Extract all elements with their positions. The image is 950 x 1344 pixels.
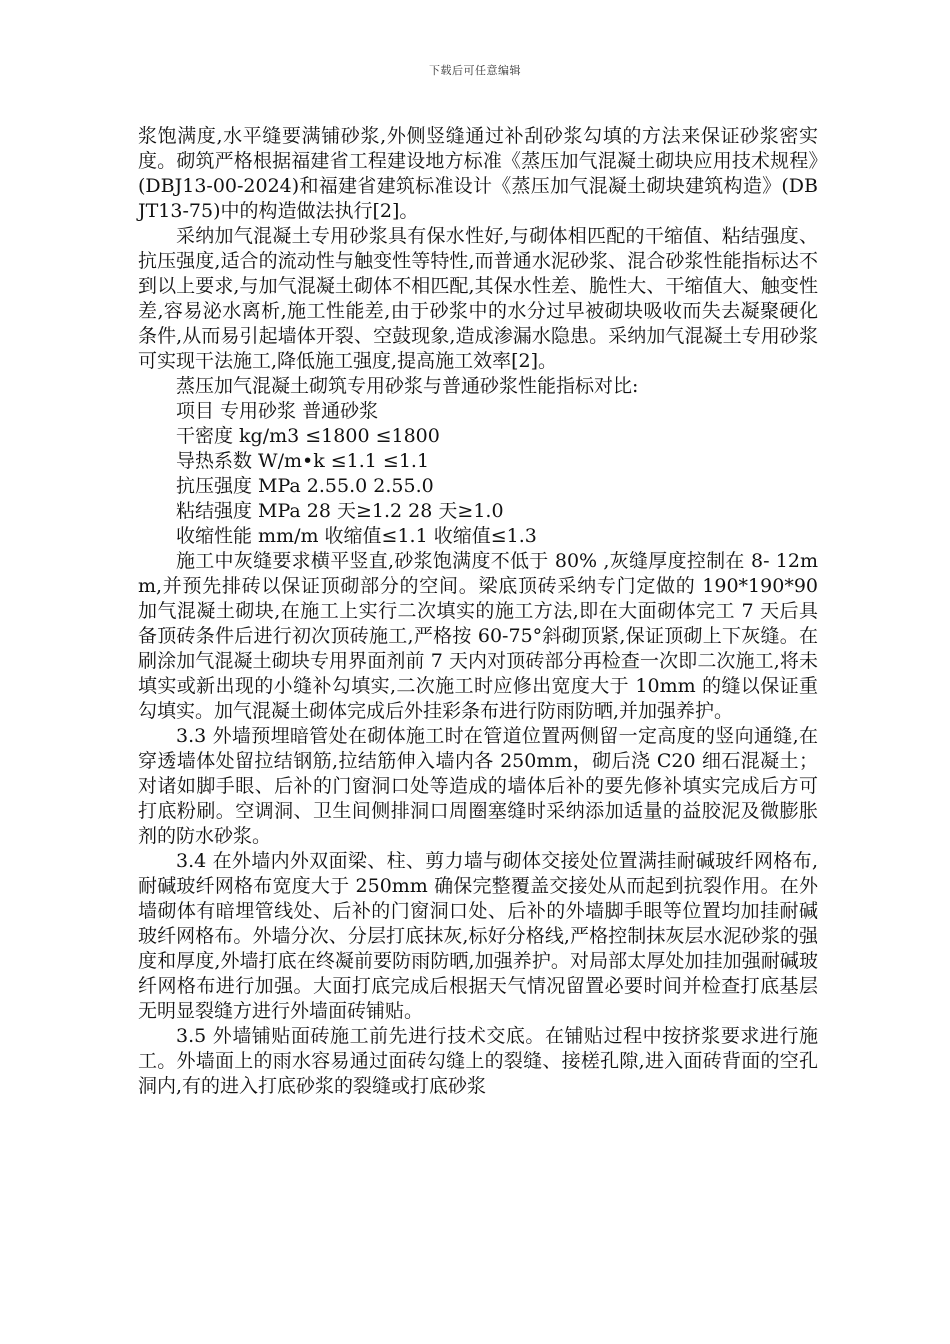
comparison-row-dry-density: 干密度 kg/m3 ≤1800 ≤1800 [176,425,440,447]
comparison-row-shrinkage: 收缩性能 mm/m 收缩值≤1.1 收缩值≤1.3 [176,525,537,547]
comparison-row-bond-strength: 粘结强度 MPa 28 天≥1.2 28 天≥1.0 [176,500,504,522]
paragraph-section-3-4: 3.4 在外墙内外双面梁、柱、剪力墙与砌体交接处位置满挂耐碱玻纤网格布,耐碱玻纤网格布宽度大于 250mm 确保完整覆盖交接处从而起到抗裂作用。在外墙砌体有暗埋管线处、后补的门窗洞口处、后补的外墙脚手眼等位置均加挂耐碱玻纤网格布。外墙分次、分层打底抹灰,标好分格线,严格控制抹灰层水泥砂浆的强度和厚度,外墙打底在终凝前要防雨防晒,加强养护。对局部太厚处加挂加强耐碱玻纤网格布进行加强。大面打底完成后根据天气情况留置必要时间并检查打底基层无明显裂缝方进行外墙面砖铺贴。 [138,850,818,1022]
paragraph-section-3-5: 3.5 外墙铺贴面砖施工前先进行技术交底。在铺贴过程中按挤浆要求进行施工。外墙面上的雨水容易通过面砖勾缝上的裂缝、接槎孔隙,进入面砖背面的空孔洞内,有的进入打底砂浆的裂缝或打底砂浆 [138,1025,818,1097]
page-header: 下载后可任意编辑 [429,64,521,77]
paragraph-masonry-standard: 浆饱满度,水平缝要满铺砂浆,外侧竖缝通过补刮砂浆勾填的方法来保证砂浆密实度。砌筑严格根据福建省工程建设地方标准《蒸压加气混凝土砌块应用技术规程》(DBJ13-00-2024)和福建省建筑标准设计《蒸压加气混凝土砌块建筑构造》(DBJT13-75)中的构造做法执行[2]。 [138,125,818,222]
paragraph-section-3-3: 3.3 外墙预埋暗管处在砌体施工时在管道位置两侧留一定高度的竖向通缝,在穿透墙体处留拉结钢筋,拉结筋伸入墙内各 250mm，砌后浇 C20 细石混凝土；对诸如脚手眼、后补的门窗洞口处等造成的墙体后补的要先修补填实完成后方可打底粉刷。空调洞、卫生间侧排洞口周圈塞缝时采纳添加适量的益胶泥及微膨胀剂的防水砂浆。 [138,725,818,847]
comparison-row-thermal-conductivity: 导热系数 W/m•k ≤1.1 ≤1.1 [176,450,430,472]
comparison-header-row: 项目 专用砂浆 普通砂浆 [176,400,379,422]
comparison-row-compressive-strength: 抗压强度 MPa 2.55.0 2.55.0 [176,475,434,497]
comparison-intro: 蒸压加气混凝土砌筑专用砂浆与普通砂浆性能指标对比: [176,375,639,397]
paragraph-mortar-joints: 施工中灰缝要求横平竖直,砂浆饱满度不低于 80% ,灰缝厚度控制在 8- 12mm,并预先排砖以保证顶砌部分的空间。梁底顶砖采纳专门定做的 190*190*90 加气混凝土砌块,在施工上实行二次填实的施工方法,即在大面砌体完工 7 天后具备顶砖条件后进行初次顶砖施工,严格按 60-75°斜砌顶紧,保证顶砌上下灰缝。在刷涂加气混凝土砌块专用界面剂前 7 天内对顶砖部分再检查一次即二次施工,将未填实或新出现的小缝补勾填实,二次施工时应修出宽度大于 10mm 的缝以保证重勾填实。加气混凝土砌体完成后外挂彩条布进行防雨防晒,并加强养护。 [138,550,818,722]
document-body [138,124,818,1099]
paragraph-special-mortar: 采纳加气混凝土专用砂浆具有保水性好,与砌体相匹配的干缩值、粘结强度、抗压强度,适合的流动性与触变性等特性,而普通水泥砂浆、混合砂浆性能指标达不到以上要求,与加气混凝土砌体不相匹配,其保水性差、脆性大、干缩值大、触变性差,容易泌水离析,施工性能差,由于砂浆中的水分过早被砌块吸收而失去凝聚硬化条件,从而易引起墙体开裂、空鼓现象,造成渗漏水隐患。采纳加气混凝土专用砂浆可实现干法施工,降低施工强度,提高施工效率[2]。 [138,225,818,372]
